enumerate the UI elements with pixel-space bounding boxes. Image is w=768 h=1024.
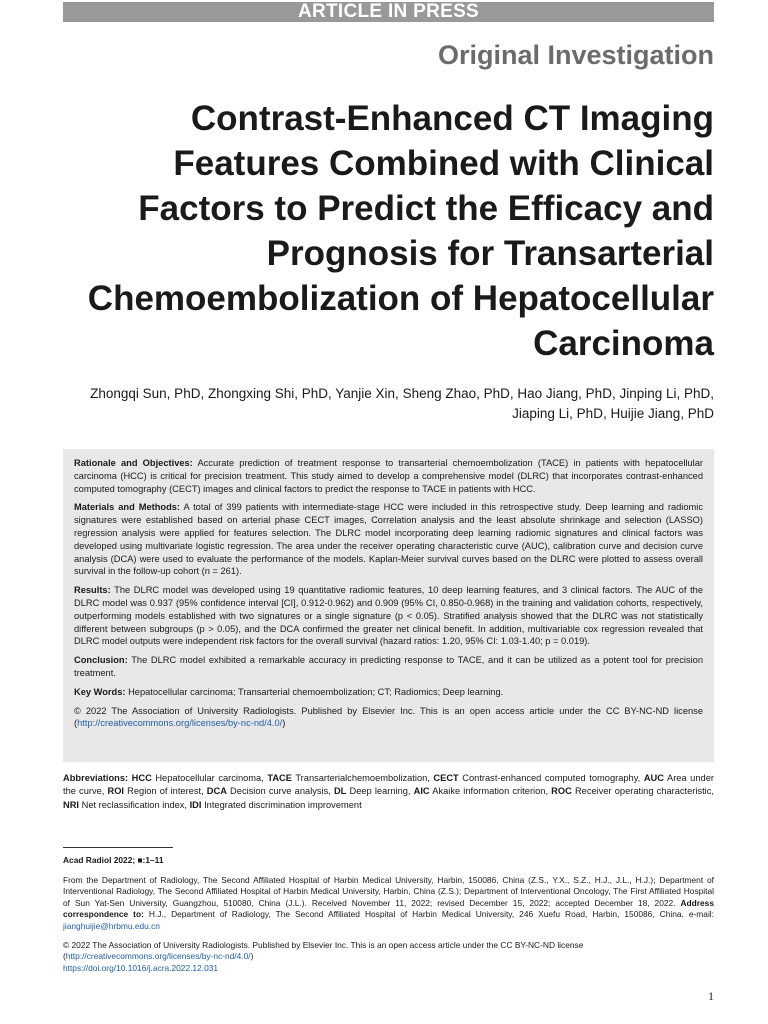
abbreviation-term: ROI: [107, 786, 125, 797]
rationale-text: Accurate prediction of treatment response to transarterial chemoembolization (TACE) in patients with hepatocellular carcinoma (HCC) is critical for precision treatment. This study aimed to develop a comprehensive model (DLRC) that incorporates contrast-enhanced computed tomography (CECT) images and clinical factors to predict the response to TACE in patients with HCC.: [74, 458, 703, 494]
abstract-keywords: [74, 686, 703, 699]
abbreviation-definition: Area under the curve,: [63, 773, 714, 797]
article-in-press-banner: ARTICLE IN PRESS: [63, 2, 714, 22]
abbreviation-items: [63, 773, 714, 810]
doi-link[interactable]: https://doi.org/10.1016/j.acra.2022.12.031: [63, 962, 219, 973]
copyright-text: © 2022 The Association of University Radiologists. Published by Elsevier Inc. This is an open access article under the CC BY-NC-ND license (: [74, 705, 703, 729]
abbreviation-term: CECT: [433, 773, 459, 783]
correspondence-label: Address correspondence to:: [63, 897, 714, 920]
abstract-results: [74, 584, 703, 648]
abbreviation-definition: Receiver operating characteristic,: [571, 786, 714, 797]
abbreviation-term: NRI: [63, 799, 80, 810]
affiliations-text: From the Department of Radiology, The Second Affiliated Hospital of Harbin Medical University, Harbin, 150086, China (Z.S., Y.X., S.Z., H.J., J.L., H.J.); Department of Interventional Radiology, The Second Affiliated Hospital of Harbin Medical University, Harbin, China (Z.S.); Department of Interventional Oncology, The First Affiliated Hospital of Sun Yat-Sen University, Guangzhou, 510080, China (J.L.). Received November 11, 2022; revised December 15, 2022; accepted December 18, 2022.: [63, 874, 714, 908]
results-label: Results:: [74, 585, 111, 596]
abbreviation-term: TACE: [267, 773, 292, 783]
abbreviation-definition: Contrast-enhanced computed tomography,: [458, 773, 644, 783]
abbreviation-term: AIC: [413, 786, 430, 797]
keywords-text: Hepatocellular carcinoma; Transarterial chemoembolization; CT; Radiomics; Deep learning.: [125, 686, 504, 697]
abstract-box: [63, 449, 714, 762]
abbreviation-definition: Integrated discrimination improvement: [201, 799, 362, 810]
footer-license-close: ): [250, 951, 254, 962]
page-number: 1: [708, 989, 714, 1003]
abbreviation-term: IDI: [189, 799, 202, 810]
abbreviations-label: Abbreviations:: [63, 773, 129, 783]
correspondence-text: H.J., Department of Radiology, The Second Affiliated Hospital of Harbin Medical University, 246 Xuefu Road, Harbin, 150086, China. e-mail:: [143, 909, 714, 920]
footer-divider: [63, 847, 173, 848]
abbreviation-definition: Region of interest,: [124, 786, 207, 797]
footer-license-link[interactable]: http://creativecommons.org/licenses/by-nc-nd/4.0/: [65, 951, 251, 962]
title-line: Features Combined with Clinical: [173, 144, 714, 183]
abbreviation-term: DL: [333, 786, 347, 797]
footer-copyright-text: © 2022 The Association of University Radiologists. Published by Elsevier Inc. This is an open access article under the CC BY-NC-ND license: [63, 939, 584, 950]
title-line: Carcinoma: [533, 324, 714, 363]
abbreviations-list: [63, 772, 714, 812]
author-list: [54, 384, 714, 424]
abstract-rationale: [74, 457, 703, 495]
copyright-close: ): [282, 718, 286, 729]
journal-citation: Acad Radiol 2022; ■:1–11: [63, 855, 164, 865]
title-line: Chemoembolization of Hepatocellular: [87, 279, 714, 318]
conclusion-label: Conclusion:: [74, 655, 128, 666]
abbreviation-definition: Deep learning,: [346, 786, 414, 797]
abstract-conclusion: [74, 654, 703, 680]
keywords-label: Key Words:: [74, 686, 126, 697]
author-line: Jiaping Li, PhD, Huijie Jiang, PhD: [512, 406, 714, 421]
methods-text: A total of 399 patients with intermediate-stage HCC were included in this retrospective study. Deep learning and radiomic signatures were established based on arterial phase CECT images, Correlation analysis and the least absolute shrinkage and selection (LASSO) regression analysis were applied for features selection. The DLRC model incorporating deep learning radiomic signatures and clinical factors was developed using multivariate logistic regression. The area under the receiver operating characteristic curve (AUC), calibration curve and decision curve analysis (DCA) were used to evaluate the performance of the models. Kaplan-Meier survival curves based on the DLRC were plotted to assess overall survival in the follow-up cohort (n = 261).: [74, 502, 703, 577]
email-link[interactable]: jianghuijie@hrbmu.edu.cn: [63, 920, 160, 931]
methods-label: Materials and Methods:: [74, 502, 181, 513]
abbreviation-definition: Decision curve analysis,: [226, 786, 334, 797]
abstract-copyright: [74, 705, 703, 731]
abbreviation-definition: Net reclassification index,: [79, 799, 190, 810]
abbreviation-term: DCA: [206, 786, 227, 797]
title-line: Prognosis for Transarterial: [266, 234, 714, 273]
results-text: The DLRC model was developed using 19 quantitative radiomic features, 10 deep learning features, and 3 clinical factors. The AUC of the DLRC model was 0.937 (95% confidence interval [CI], 0.912-0.962) and 0.909 (95% CI, 0.850-0.968) in the training and validation cohorts, respectively, outperforming models established with two signatures or a single signature (p < 0.05). Stratified analysis showed that the DLRC was not statistically different between subgroups (p > 0.05), and the DCA confirmed the greater net clinical benefit. In addition, multivariable cox regression revealed that DLRC model outputs were independent risk factors for the overall survival (hazard ratios: 1.20, 95% CI: 1.03-1.40; p = 0.019).: [74, 585, 703, 647]
footer-license-open: (: [63, 951, 66, 962]
title-line: Contrast-Enhanced CT Imaging: [190, 99, 714, 138]
footer-notes: [63, 855, 714, 981]
abbreviation-term: ROC: [551, 786, 572, 797]
abstract-methods: [74, 501, 703, 578]
footer-copyright: [63, 940, 714, 975]
abbreviation-definition: Hepatocellular carcinoma,: [151, 773, 268, 783]
article-title: [54, 96, 714, 366]
conclusion-text: The DLRC model exhibited a remarkable accuracy in predicting response to TACE, and it can be utilized as a potent tool for precision treatment.: [74, 655, 703, 678]
abbreviation-definition: Akaike information criterion,: [429, 786, 552, 797]
license-link[interactable]: http://creativecommons.org/licenses/by-nc-nd/4.0/: [77, 718, 283, 729]
rationale-label: Rationale and Objectives:: [74, 458, 193, 468]
abbreviation-definition: Transarterialchemoembolization,: [291, 773, 434, 783]
title-line: Factors to Predict the Efficacy and: [138, 189, 714, 228]
section-label: Original Investigation: [437, 40, 714, 70]
abbreviation-term: AUC: [643, 773, 664, 783]
abbreviation-term: HCC: [131, 773, 152, 783]
affiliations: [63, 875, 714, 933]
author-line: Zhongqi Sun, PhD, Zhongxing Shi, PhD, Yanjie Xin, Sheng Zhao, PhD, Hao Jiang, PhD, Jinping Li, PhD,: [90, 386, 714, 401]
